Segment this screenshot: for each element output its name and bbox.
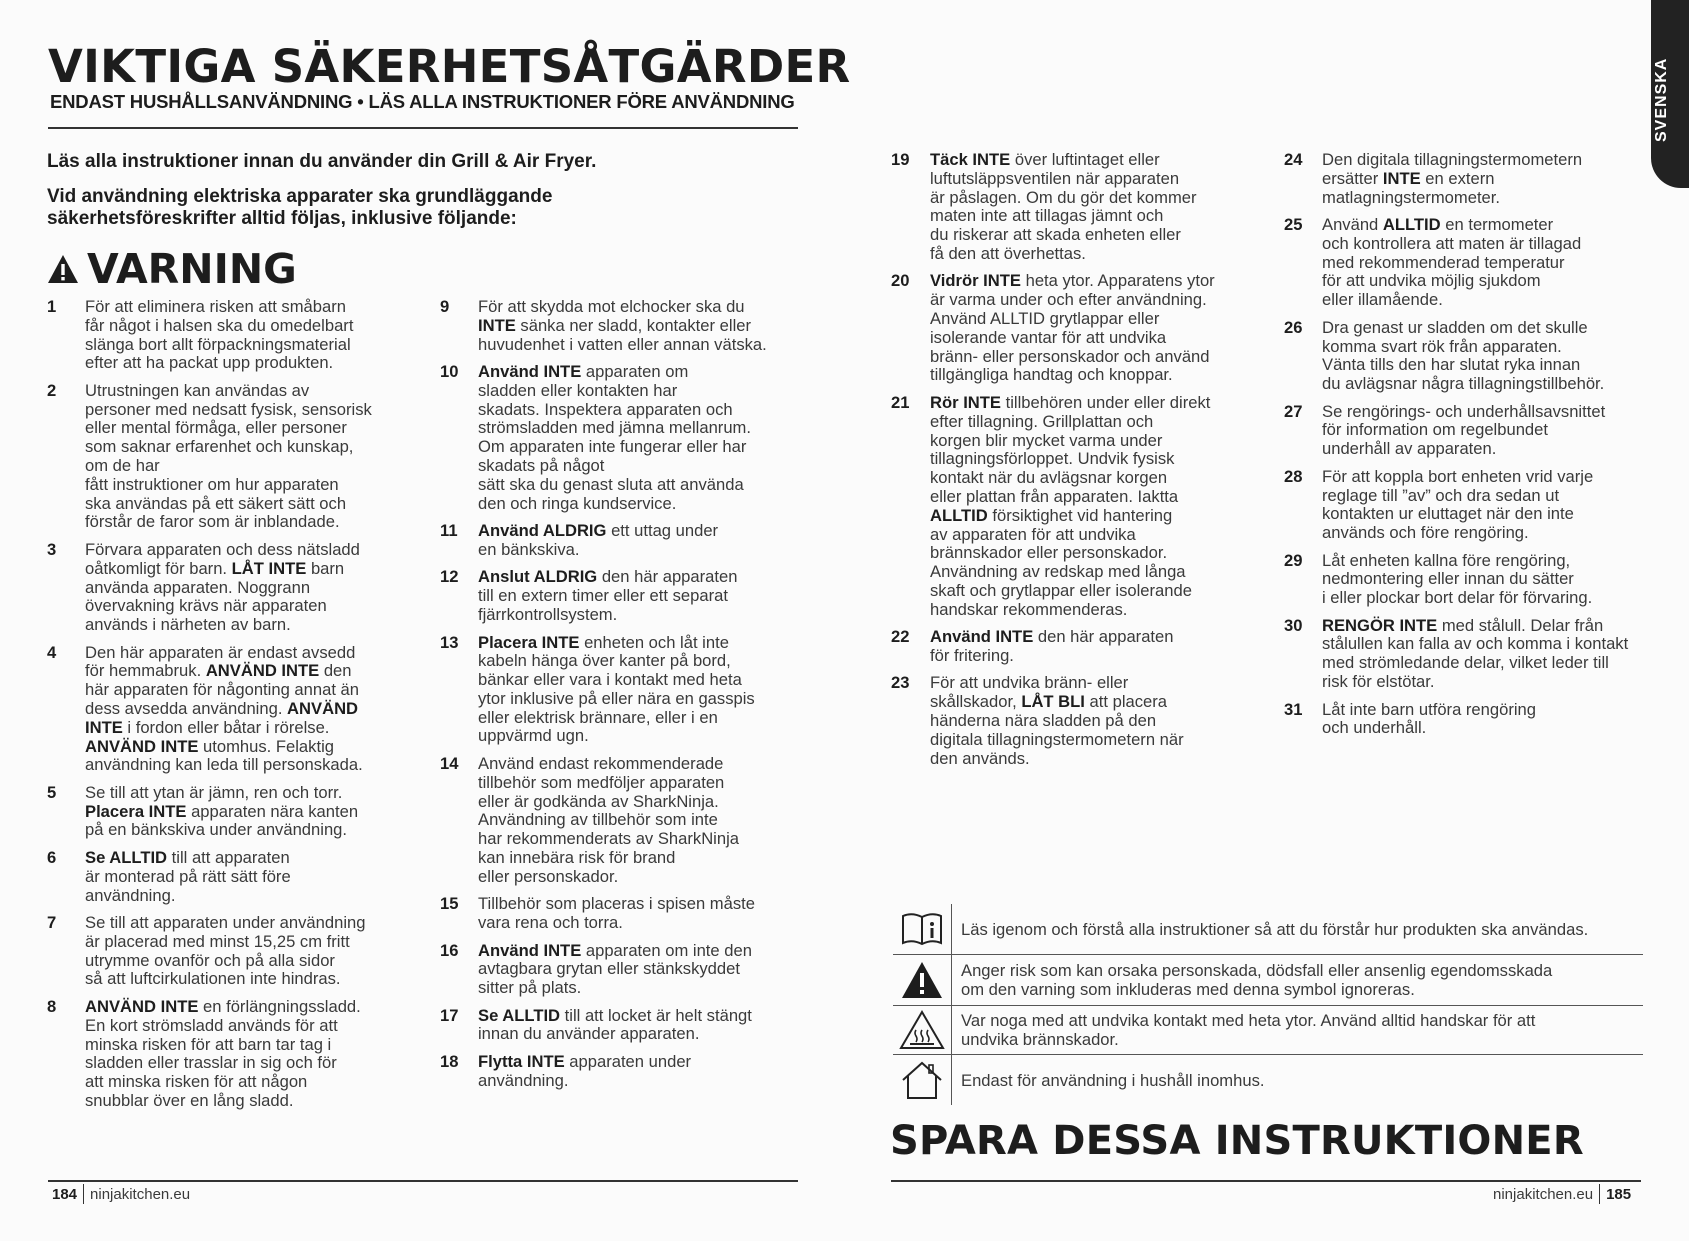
safety-item-number: 19 (891, 150, 910, 169)
safety-item-text: Den här apparaten är endast avsedd för hemmabruk. ANVÄND INTE den här apparaten för någonting annat än dess avsedda användning. ANVÄND INTE i fordon eller båtar i rörelse. ANVÄND INTE utomhus. Felaktig användning kan leda till personskada. (85, 642, 363, 775)
safety-item-number: 30 (1284, 615, 1303, 635)
safety-item-text: Förvara apparaten och dess nätsladd oåtkomligt för barn. LÅT INTE barn använda apparaten. Noggrann övervakning krävs när apparaten används i närheten av barn. (85, 539, 360, 635)
safety-item-number: 20 (891, 271, 910, 291)
warning-label: VARNING (87, 245, 297, 293)
symbol-text: Endast för användning i hushåll inomhus. (961, 1070, 1265, 1090)
safety-list-col-1 (47, 298, 407, 1119)
safety-list-col-2 (440, 298, 800, 1099)
safety-item (891, 151, 1261, 264)
safety-item (440, 298, 800, 354)
safety-item-text: Använd endast rekommenderade tillbehör som medföljer apparaten eller är godkända av SharkNinja. Användning av tillbehör som inte har rekommenderats av SharkNinja kan innebära risk för brand eller personskador. (478, 753, 740, 886)
safety-item-number: 6 (47, 847, 57, 867)
safety-item (1284, 403, 1654, 459)
safety-item (440, 522, 800, 560)
safety-item-number: 5 (47, 782, 57, 802)
symbol-text: Anger risk som kan orsaka personskada, dödsfall eller ansenlig egendomsskada om den varning som inkluderas med denna symbol ignoreras. (961, 961, 1553, 999)
safety-item-text: Täck INTE över luftintaget eller luftutsläppsventilen när apparaten är påslagen. Om du gör det kommer maten inte att tillagas jämnt och du riskerar att skada enheten eller få den att överhettas. (930, 150, 1197, 263)
safety-item-number: 29 (1284, 550, 1303, 570)
language-tab-label: SVENSKA (1653, 57, 1670, 142)
safety-item-number: 17 (440, 1005, 459, 1025)
safety-item-text: Utrustningen kan användas av personer med nedsatt fysisk, sensorisk eller mental förmåga, eller personer som saknar erfarenhet och kunskap, om de har fått instruktioner om hur apparaten ska användas på ett säkert sätt och förstår de faror som är inblandade. (85, 380, 372, 532)
footer-site: ninjakitchen.eu (1493, 1185, 1594, 1203)
safety-item-text: Den digitala tillagningstermometern ersätter INTE en extern matlagningstermometer. (1322, 150, 1583, 207)
save-instructions-heading: SPARA DESSA INSTRUKTIONER (890, 1118, 1584, 1164)
safety-item-text: Använd INTE apparaten om sladden eller kontakten har skadats. Inspektera apparaten och strömsladden med jämna mellanrum. Om apparaten inte fungerar eller har skadats på något sätt ska du genast sluta att använda den och ringa kundservice. (478, 362, 751, 513)
warning-heading (47, 245, 297, 293)
safety-item (440, 942, 800, 998)
safety-item (440, 1053, 800, 1091)
safety-item (440, 1007, 800, 1045)
safety-item-text: Se till att ytan är jämn, ren och torr. Placera INTE apparaten nära kanten på en bänkskiva under användning. (85, 782, 359, 840)
safety-item-number: 13 (440, 632, 459, 652)
page-number: 185 (1606, 1185, 1632, 1203)
safety-item-number: 11 (440, 521, 458, 541)
footer-divider-right (891, 1180, 1641, 1182)
safety-item-number: 12 (440, 567, 459, 587)
safety-item (1284, 617, 1654, 692)
safety-item (1284, 151, 1654, 207)
safety-item-number: 8 (47, 996, 57, 1016)
safety-item-text: Låt enheten kallna före rengöring, nedmontering eller innan du sätter i eller plockar bort delar för förvaring. (1322, 550, 1593, 608)
safety-item (47, 914, 407, 989)
safety-item (440, 895, 800, 933)
safety-item (1284, 468, 1654, 543)
safety-item-text: Flytta INTE apparaten under användning. (478, 1051, 692, 1090)
header-divider (48, 127, 798, 129)
safety-item (47, 541, 407, 635)
safety-item-number: 21 (891, 392, 910, 412)
intro-text-1: Läs alla instruktioner innan du använder din Grill & Air Fryer. (47, 151, 597, 172)
footer-divider-left (48, 1180, 798, 1182)
safety-item-number: 7 (47, 913, 57, 933)
safety-item-text: Använd INTE den här apparaten för fritering. (930, 627, 1174, 665)
safety-item-number: 1 (47, 297, 57, 316)
safety-item-number: 14 (440, 753, 459, 773)
safety-item (440, 363, 800, 513)
safety-item (891, 394, 1261, 620)
safety-item-text: För att eliminera risken att småbarn får något i halsen ska du omedelbart slänga bort allt förpackningsmaterial efter att ha packat upp produkten. (85, 297, 354, 373)
safety-item-text: Vidrör INTE heta ytor. Apparatens ytor är varma under och efter användning. Använd ALLTID grytlappar eller isolerande vantar för att undvika bränn- eller personskador och använd tillgängliga handtag och knoppar. (930, 271, 1215, 385)
symbol-row (893, 1006, 1643, 1055)
safety-item (47, 298, 407, 373)
safety-item-number: 10 (440, 362, 459, 382)
hot-surface-icon (893, 1006, 952, 1054)
safety-item-number: 9 (440, 297, 450, 316)
safety-item-number: 24 (1284, 150, 1303, 169)
safety-item (47, 382, 407, 532)
read-manual-icon (893, 904, 952, 954)
safety-item (1284, 552, 1654, 608)
footer-site: ninjakitchen.eu (90, 1185, 191, 1203)
symbols-table (893, 904, 1643, 1105)
safety-item-text: Se ALLTID till att apparaten är monterad på rätt sätt före användning. (85, 847, 291, 905)
safety-item-text: Tillbehör som placeras i spisen måste vara rena och torra. (478, 894, 755, 933)
safety-item-text: Dra genast ur sladden om det skulle komma svart rök från apparaten. Vänta tills den har slutat ryka innan du avlägsnar några tillagningstillbehör. (1322, 317, 1605, 394)
safety-item (1284, 216, 1654, 310)
safety-item (891, 272, 1261, 385)
safety-item-text: För att undvika bränn- eller skållskador, LÅT BLI att placera händerna nära sladden på den digitala tillagningstermometern när den används. (930, 673, 1184, 768)
safety-item-text: Rör INTE tillbehören under eller direkt efter tillagning. Grillplattan och korgen blir mycket varma under tillagningsförloppet. Undvik fysisk kontakt när du avlägsnar korgen eller plattan från apparaten. Iaktta ALLTID försiktighet vid hantering av apparaten för att undvika brännskador eller personskador. Användning av redskap med långa skaft och grytlappar eller isolerande handskar rekommenderas. (930, 392, 1211, 619)
intro-text-2: Vid användning elektriska apparater ska grundläggande säkerhetsföreskrifter alltid följas, inklusive följande: (47, 186, 553, 229)
safety-item-text: Se rengörings- och underhållsavsnittet för information om regelbundet underhåll av apparaten. (1322, 401, 1606, 459)
safety-item-number: 4 (47, 642, 57, 662)
safety-item-number: 23 (891, 673, 910, 693)
safety-item (1284, 319, 1654, 394)
safety-item-number: 18 (440, 1051, 459, 1071)
safety-item-number: 27 (1284, 401, 1303, 421)
safety-item-text: Använd ALDRIG ett uttag under en bänkskiva. (478, 521, 719, 559)
safety-item-text: För att koppla bort enheten vrid varje reglage till ”av” och dra sedan ut kontakten ur eluttaget när den inte används och före rengöring. (1322, 466, 1594, 543)
safety-item-text: Anslut ALDRIG den här apparaten till en extern timer eller ett separat fjärrkontrollsystem. (478, 567, 738, 625)
safety-item-number: 26 (1284, 317, 1303, 337)
safety-item-text: Se till att apparaten under användning är placerad med minst 15,25 cm fritt utrymme ovanför och på alla sidor så att luftcirkulationen inte hindras. (85, 913, 366, 989)
safety-item (47, 998, 407, 1111)
household-icon (893, 1055, 952, 1105)
safety-item-number: 15 (440, 894, 459, 914)
footer-left (52, 1184, 190, 1204)
safety-item (47, 784, 407, 840)
safety-item-text: ANVÄND INTE en förlängningssladd. En kort strömsladd används för att minska risken för att barn tar tag i sladden eller trasslar in sig och för att minska risken för att någon snubblar över en lång sladd. (85, 996, 361, 1110)
symbol-row (893, 904, 1643, 955)
symbol-row (893, 955, 1643, 1006)
safety-item (891, 628, 1261, 666)
symbol-row (893, 1055, 1643, 1105)
safety-item-text: Se ALLTID till att locket är helt stängt innan du använder apparaten. (478, 1005, 752, 1044)
symbol-text: Läs igenom och förstå alla instruktioner så att du förstår hur produkten ska användas. (961, 919, 1589, 939)
safety-item-number: 3 (47, 539, 57, 559)
warning-triangle-icon (47, 254, 79, 284)
safety-item-text: Använd INTE apparaten om inte den avtagbara grytan eller stänkskyddet sitter på plats. (478, 940, 752, 998)
safety-item-number: 16 (440, 940, 459, 960)
page-number: 184 (52, 1185, 78, 1203)
page-subtitle: ENDAST HUSHÅLLSANVÄNDNING • LÄS ALLA INSTRUKTIONER FÖRE ANVÄNDNING (50, 91, 795, 112)
safety-list-col-3 (891, 151, 1261, 777)
safety-item-number: 22 (891, 627, 910, 647)
safety-item (1284, 701, 1654, 739)
safety-item-text: För att skydda mot elchocker ska du INTE sänka ner sladd, kontakter eller huvudenhet i vatten eller annan vätska. (478, 297, 767, 354)
safety-item-number: 31 (1284, 699, 1303, 719)
safety-item-number: 25 (1284, 215, 1303, 235)
safety-item-text: Använd ALLTID en termometer och kontrollera att maten är tillagad med rekommenderad temperatur för att undvika möjlig sjukdom eller illamående. (1322, 215, 1582, 310)
safety-item-number: 28 (1284, 466, 1303, 486)
warning-triangle-icon (893, 955, 952, 1005)
safety-item (891, 674, 1261, 768)
safety-item (440, 755, 800, 887)
page-title: VIKTIGA SÄKERHETSÅTGÄRDER (48, 40, 851, 93)
safety-item (440, 634, 800, 747)
safety-list-col-4 (1284, 151, 1654, 747)
footer-right (1493, 1184, 1631, 1204)
symbol-text: Var noga med att undvika kontakt med heta ytor. Använd alltid handskar för att undvika brännskador. (961, 1011, 1536, 1049)
safety-item-number: 2 (47, 380, 57, 400)
safety-item-text: Låt inte barn utföra rengöring och underhåll. (1322, 699, 1537, 738)
safety-item (47, 644, 407, 776)
safety-item-text: RENGÖR INTE med stålull. Delar från stålullen kan falla av och komma i kontakt med strömledande delar, vilket leder till risk för elstötar. (1322, 615, 1629, 692)
safety-item (440, 568, 800, 624)
safety-item-text: Placera INTE enheten och låt inte kabeln hänga över kanter på bord, bänkar eller vara i kontakt med heta ytor inklusive på eller nära en gasspis eller elektrisk brännare, eller i en uppvärmd ugn. (478, 632, 755, 746)
safety-item (47, 849, 407, 905)
